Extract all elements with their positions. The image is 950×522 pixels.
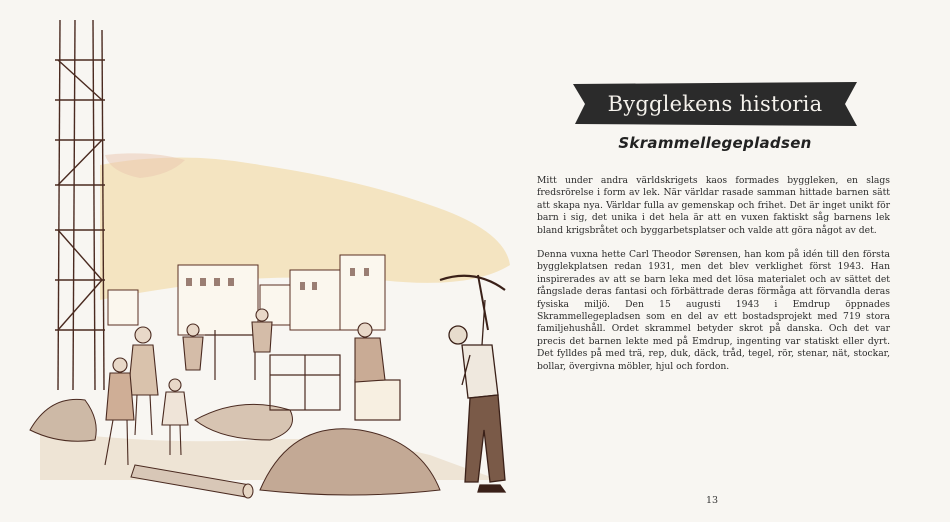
- page-title: Bygglekens historia: [607, 92, 823, 116]
- paragraph: Denna vuxna hette Carl Theodor Sørensen, han kom på idén till den första bygglekplatsen redan 1931, men det blev verklighet först 1943. Han inspirerades av att se barn leka med det lösa materialet och av sättet det fångslade deras fantasi och förbättrade deras förmåga att förvandla deras fysiska miljö. Den 15 augusti 1943 i Emdrup öppnades Skrammellegepladsen som en del av ett bostadsprojekt med 719 stora familjehushåll. Ordet skrammel betyder skrot på danska. Och det var precis det barnen lekte med på Emdrup, ingenting var statiskt eller dyrt. Det fylldes på med trä, rep, duk, däck, tråd, tegel, rör, stenar, nät, stockar, bollar, övergivna möbler, hjul och fordon.: [537, 249, 890, 372]
- section-subtitle: Skrammellegepladsen: [618, 134, 812, 152]
- page-number: 13: [705, 495, 719, 506]
- article-body: [537, 175, 890, 385]
- title-banner: [573, 82, 857, 126]
- paragraph: Mitt under andra världskrigets kaos formades byggleken, en slags fredsrörelse i form av lek. När världar rasade samman hittade barnen sätt att skapa nya. Världar fulla av gemenskap och frihet. Det är inget unikt för barn i sig, det unika i det hela är att en vuxen faktiskt såg barnens lek bland krigsbråtet och byggarbetsplatser och valde att göra något av det.: [537, 175, 890, 236]
